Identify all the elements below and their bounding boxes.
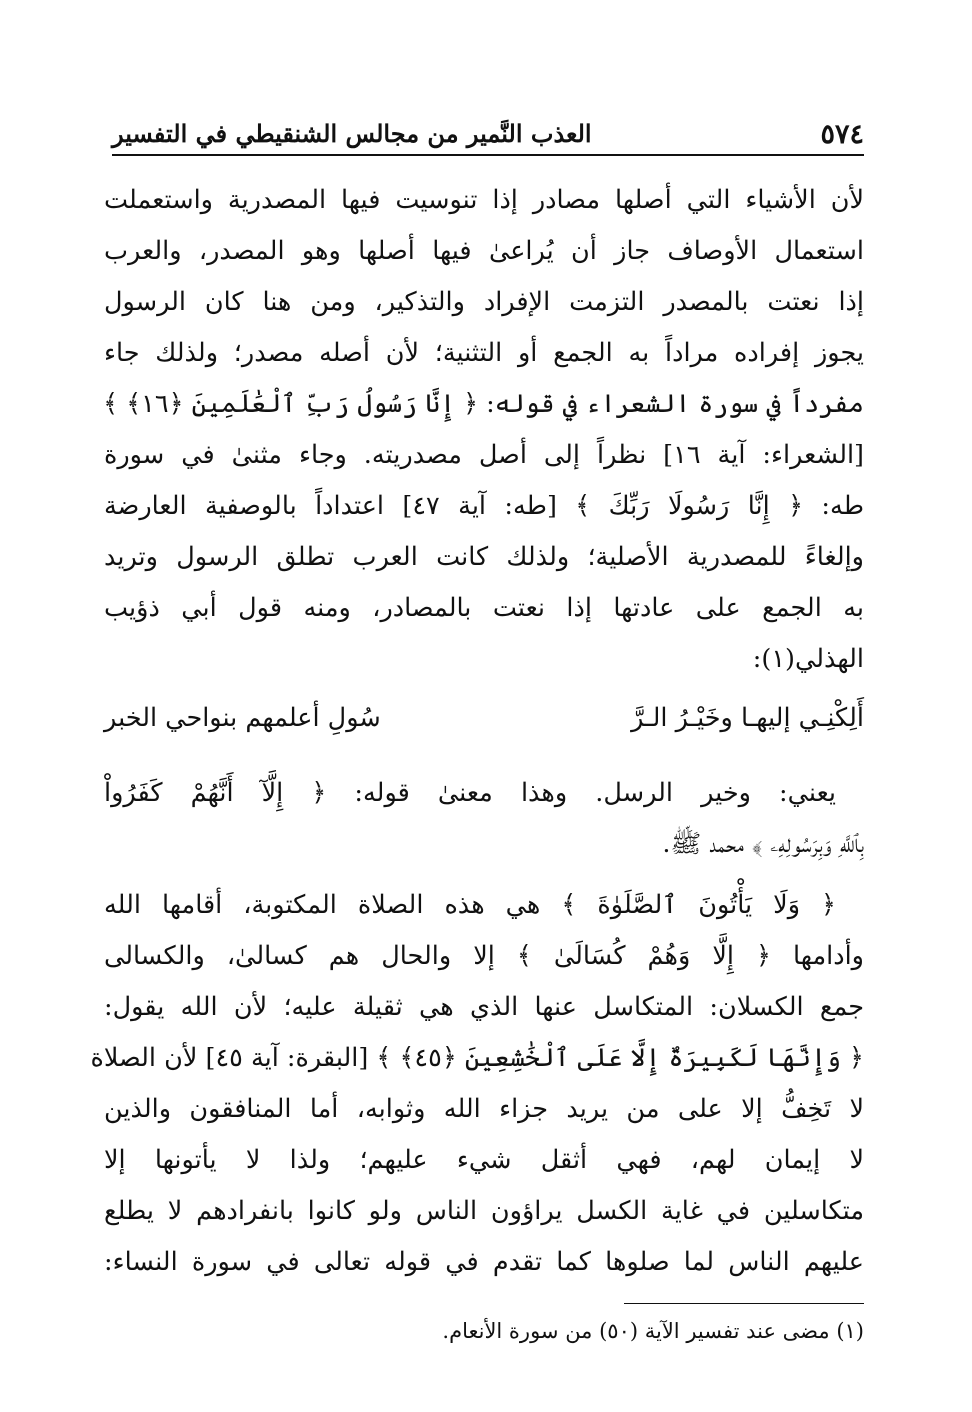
text-line: لا إيمان لهم، فهي أثقل شيء عليهم؛ ولذا لا يأتونها إلا: [104, 1145, 864, 1175]
poetry-verse: [104, 693, 864, 743]
text-line: ﴿ وَلَا يَأْتُونَ ٱلصَّلَوٰةَ ﴾ هي هذه الصلاة المكتوبة، أقامها الله: [104, 890, 836, 920]
text-line: طه: ﴿ إِنَّا رَسُولَا رَبِّكَ ﴾ [طه: آية ٤٧] اعتداداً بالوصفية العارضة: [104, 491, 864, 521]
footnote: (١) مضى عند تفسير الآية (٥٠) من سورة الأنعام.: [442, 1319, 864, 1343]
text-line: بِٱللَّهِ وَبِرَسُولِهِۦ ﴾ محمد ﷺ.: [662, 829, 864, 859]
paragraph-2: [104, 768, 864, 870]
text-line: وإلغاءً للمصدرية الأصلية؛ ولذلك كانت العرب تطلق الرسول وتريد: [104, 542, 864, 572]
text-line: عليهم الناس لما صلوها كما تقدم في قوله تعالى في سورة النساء:: [104, 1247, 864, 1277]
poetry-hemistich-right: أَلِكْنِـي إليهـا وخَيْـرُ الـرَّ: [631, 703, 864, 733]
text-line: به الجمع على عادتها إذا نعتت بالمصادر، ومنه قول أبي ذؤيب: [104, 593, 864, 623]
paragraph-3: [90, 880, 864, 1288]
text-line: ﴿ وَإِنَّهَا لَكَبِيرَةٌ إِلَّا عَلَى ٱلْخَٰشِعِينَ ﴿٤٥﴾ ﴾ [البقرة: آية ٤٥] لأن الصلاة: [90, 1043, 864, 1073]
text-line: يعني: وخير الرسل. وهذا معنىٰ قوله: ﴿ إِلَّآ أَنَّهُمْ كَفَرُواْ: [104, 778, 836, 808]
poetry-hemistich-left: سُولِ أعلمهم بنواحي الخبر: [104, 703, 381, 733]
running-title: العذب النَّمير من مجالس الشنقيطي في التفسير: [112, 119, 592, 148]
text-line: لأن الأشياء التي أصلها مصادر إذا تنوسيت فيها المصدرية واستعملت: [104, 185, 864, 215]
text-line: جمع الكسلان: المتكاسل عنها الذي هي ثقيلة عليه؛ لأن الله يقول:: [104, 992, 864, 1022]
page-header: [112, 108, 864, 156]
text-line: الهذلي(١):: [752, 644, 864, 674]
footnote-divider: [624, 1303, 864, 1304]
text-line: استعمال الأوصاف جاز أن يُراعىٰ فيها أصلها وهو المصدر، والعرب: [104, 236, 864, 266]
text-line: مفرداً في سورة الشعراء في قوله: ﴿ إِنَّا رَسُولُ رَبِّ ٱلْعَٰلَمِينَ ﴿١٦﴾ ﴾: [103, 389, 864, 419]
text-line: متكاسلين في غاية الكسل يراؤون الناس ولو كانوا بانفرادهم لا يطلع: [104, 1196, 864, 1226]
text-line: إذا نعتت بالمصدر التزمت الإفراد والتذكير، ومن هنا كان الرسول: [104, 287, 864, 317]
paragraph-1: [104, 175, 864, 685]
text-line: وأدامها ﴿ إِلَّا وَهُمْ كُسَالَىٰ ﴾ إلا والحال هم كسالىٰ، والكسالى: [104, 941, 864, 971]
text-line: لا تَخِفُّ إلا على من يريد جزاء الله وثوابه، أما المنافقون والذين: [104, 1094, 864, 1124]
page-number: ٥٧٤: [820, 119, 864, 150]
text-line: [الشعراء: آية ١٦] نظراً إلى أصل مصدريته. وجاء مثنىٰ في سورة: [104, 440, 864, 470]
text-line: يجوز إفراده مراداً به الجمع أو التثنية؛ لأن أصله مصدر؛ ولذلك جاء: [104, 338, 864, 368]
